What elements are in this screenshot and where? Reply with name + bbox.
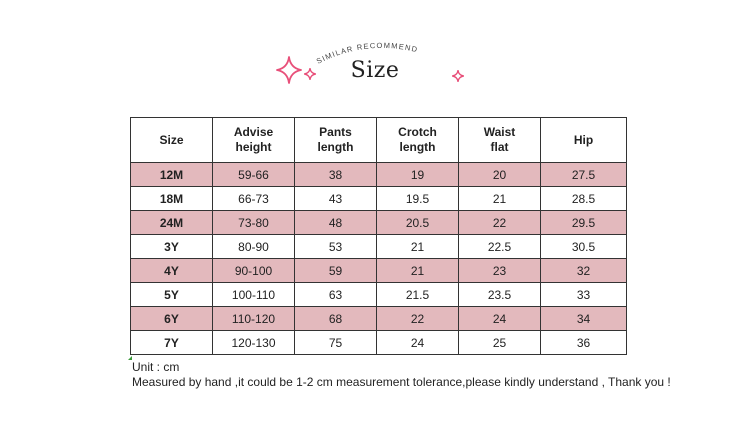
table-row xyxy=(131,331,627,355)
table-cell: 32 xyxy=(541,259,627,283)
table-cell: 12M xyxy=(131,163,213,187)
table-cell: 29.5 xyxy=(541,211,627,235)
table-cell: 38 xyxy=(295,163,377,187)
header-crotch-line1: Crotch xyxy=(398,125,437,139)
subtitle-textpath: SIMILAR RECOMMEND xyxy=(314,40,420,66)
table-cell: 22 xyxy=(377,307,459,331)
table-body xyxy=(131,163,627,355)
table-cell: 5Y xyxy=(131,283,213,307)
header-advise-line1: Advise xyxy=(233,125,274,139)
table-cell: 27.5 xyxy=(541,163,627,187)
table-cell: 24M xyxy=(131,211,213,235)
header xyxy=(0,0,750,110)
table-cell: 90-100 xyxy=(213,259,295,283)
header-pants-line1: Pants xyxy=(319,125,352,139)
header-crotch-length xyxy=(377,118,459,163)
page-title: Size xyxy=(350,58,400,83)
header-crotch-line2: length xyxy=(399,140,436,154)
table-cell: 80-90 xyxy=(213,235,295,259)
table-cell: 21 xyxy=(459,187,541,211)
table-cell: 6Y xyxy=(131,307,213,331)
table-cell: 34 xyxy=(541,307,627,331)
table-cell: 36 xyxy=(541,331,627,355)
table-cell: 21 xyxy=(377,259,459,283)
header-advise-height xyxy=(213,118,295,163)
table-row xyxy=(131,259,627,283)
table-cell: 63 xyxy=(295,283,377,307)
table-cell: 19.5 xyxy=(377,187,459,211)
table-cell: 28.5 xyxy=(541,187,627,211)
table-cell: 43 xyxy=(295,187,377,211)
table-cell: 68 xyxy=(295,307,377,331)
table-cell: 19 xyxy=(377,163,459,187)
table-cell: 3Y xyxy=(131,235,213,259)
table-cell: 120-130 xyxy=(213,331,295,355)
size-chart-table xyxy=(130,117,627,355)
table-cell: 25 xyxy=(459,331,541,355)
table-cell: 33 xyxy=(541,283,627,307)
header-size-line1: Size xyxy=(159,132,184,147)
table-cell: 30.5 xyxy=(541,235,627,259)
table-cell: 53 xyxy=(295,235,377,259)
table-cell: 73-80 xyxy=(213,211,295,235)
table-cell: 48 xyxy=(295,211,377,235)
notes xyxy=(132,360,671,390)
header-waist-flat xyxy=(459,118,541,163)
table-header-row xyxy=(131,118,627,163)
table-cell: 100-110 xyxy=(213,283,295,307)
table-cell: 75 xyxy=(295,331,377,355)
table-cell: 23.5 xyxy=(459,283,541,307)
table-cell: 7Y xyxy=(131,331,213,355)
table-cell: 4Y xyxy=(131,259,213,283)
header-hip-line1: Hip xyxy=(573,132,594,147)
table-row xyxy=(131,307,627,331)
table-cell: 110-120 xyxy=(213,307,295,331)
table-cell: 24 xyxy=(459,307,541,331)
header-waist-line2: flat xyxy=(490,140,509,154)
table-row xyxy=(131,211,627,235)
table-cell: 23 xyxy=(459,259,541,283)
header-hip xyxy=(541,118,627,163)
table-cell: 66-73 xyxy=(213,187,295,211)
header-pants-length xyxy=(295,118,377,163)
header-pants-line2: length xyxy=(317,140,354,154)
table-cell: 22 xyxy=(459,211,541,235)
table-cell: 22.5 xyxy=(459,235,541,259)
table-cell: 21 xyxy=(377,235,459,259)
table-cell: 20.5 xyxy=(377,211,459,235)
table-cell: 20 xyxy=(459,163,541,187)
unit-note: Unit : cm xyxy=(132,360,180,374)
table-row xyxy=(131,235,627,259)
header-waist-line1: Waist xyxy=(483,125,516,139)
table-cell: 59 xyxy=(295,259,377,283)
tolerance-note: Measured by hand ,it could be 1-2 cm measurement tolerance,please kindly understand , Thank you ! xyxy=(132,375,671,389)
table-row xyxy=(131,187,627,211)
header-size xyxy=(131,118,213,163)
table-row xyxy=(131,163,627,187)
table-row xyxy=(131,283,627,307)
header-advise-line2: height xyxy=(235,140,272,154)
table-cell: 24 xyxy=(377,331,459,355)
table-cell: 21.5 xyxy=(377,283,459,307)
table-cell: 59-66 xyxy=(213,163,295,187)
table-cell: 18M xyxy=(131,187,213,211)
